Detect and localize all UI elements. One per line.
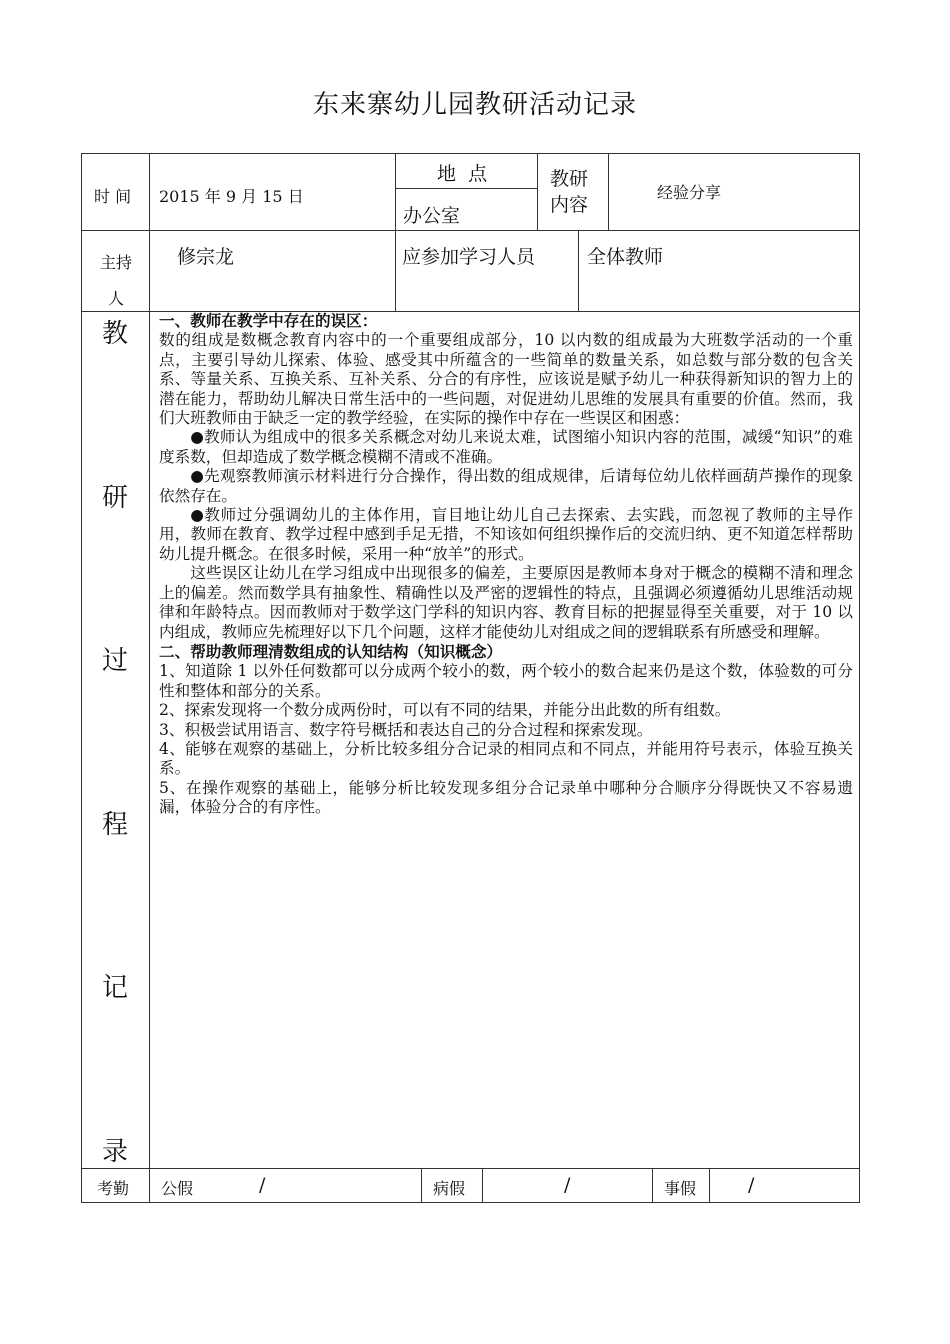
col-divider-personal-value <box>709 1168 710 1203</box>
host-value: 修宗龙 <box>177 246 235 268</box>
paragraph-analysis: 这些误区让幼儿在学习组成中出现很多的偏差，主要原因是教师本身对于概念的模糊不清和理念上的偏差。然而数学具有抽象性、精确性以及严密的逻辑性的特点，且强调必须遵循幼儿思维活动规律和年龄特点。因而教师对于数学这门学科的知识内容、教育目标的把握显得至关重要，对于 10 以内组成，教师应先梳理好以下几个问题，这样才能使幼儿对组成之间的逻辑联系有所感受和理解。 <box>159 564 853 641</box>
record-label-char: 教 <box>101 319 128 349</box>
official-leave-value: / <box>259 1174 266 1196</box>
table-border-top <box>81 153 860 154</box>
record-label-char: 程 <box>101 809 128 840</box>
section-heading-1: 一、教师在教学中存在的误区： <box>159 311 378 330</box>
official-leave-label: 公假 <box>161 1179 194 1198</box>
place-value: 办公室 <box>403 205 461 227</box>
section-heading-2: 二、帮助教师理清数组成的认知结构（知识概念） <box>159 641 503 661</box>
attend-label: 应参加学习人员 <box>402 246 536 268</box>
attendance-label: 考勤 <box>97 1179 130 1198</box>
sick-leave-label: 病假 <box>433 1179 466 1198</box>
col-divider-content <box>537 153 538 230</box>
record-label-char: 记 <box>101 973 128 1004</box>
personal-leave-value: / <box>748 1174 755 1196</box>
record-label <box>81 313 149 1168</box>
numbered-item-2: 2、探索发现将一个数分成两份时，可以有不同的结果，并能分出此数的所有组数。 <box>159 701 731 720</box>
record-label-char: 研 <box>101 482 128 513</box>
row-divider-1 <box>81 230 860 231</box>
numbered-item-5: 5、在操作观察的基础上，能够分析比较发现多组分合记录单中哪种分合顺序分得既快又不容易遗漏，体验分合的有序性。 <box>159 778 853 817</box>
paragraph-intro: 数的组成是数概念教育内容中的一个重要组成部分，10 以内数的组成最为大班数学活动的一个重点，主要引导幼儿探索、体验、感受其中所蕴含的一些简单的数量关系，如总数与部分数的包含关系、等量关系、互换关系、互补关系、分合的有序性，应该说是赋予幼儿一种获得新知识的智力上的潜在能力，帮助幼儿解决日常生活中的一些问题，对促进幼儿思维的发展具有重要的价值。然而，我们大班教师由于缺乏一定的教学经验，在实际的操作中存在一些误区和困惑： <box>159 331 853 428</box>
col-divider-personal <box>652 1168 653 1203</box>
record-table <box>81 153 860 1203</box>
host-label: 主持人 <box>99 253 132 308</box>
personal-leave-label: 事假 <box>664 1179 697 1198</box>
label-column-divider <box>149 153 150 1203</box>
numbered-item-4: 4、能够在观察的基础上，分析比较多组分合记录的相同点和不同点，并能用符号表示，体验互换关系。 <box>159 739 853 778</box>
record-content <box>159 311 853 818</box>
page-title: 东来寨幼儿园教研活动记录 <box>312 90 637 120</box>
table-border-right <box>859 153 860 1203</box>
bullet-item-1: ●教师认为组成中的很多关系概念对幼儿来说太难，试图缩小知识内容的范围，减缓“知识”的难度系数，但却造成了数学概念模糊不清或不准确。 <box>159 428 853 466</box>
place-label: 地 点 <box>437 163 488 185</box>
record-label-char: 录 <box>101 1136 128 1167</box>
col-divider-attend <box>578 230 579 311</box>
bullet-item-3: ●教师过分强调幼儿的主体作用，盲目地让幼儿自己去探索、去实践，而忽视了教师的主导作用，教师在教育、教学过程中感到手足无措，不知该如何组织操作后的交流归纳、更不知道怎样帮助幼儿提升概念。在很多时候，采用一种“放羊”的形式。 <box>159 506 853 563</box>
table-border-bottom <box>81 1202 860 1203</box>
col-divider-sick-value <box>482 1168 483 1203</box>
content-label: 教研内容 <box>550 168 589 216</box>
numbered-item-3: 3、积极尝试用语言、数字符号概括和表达自己的分合过程和探索发现。 <box>159 720 653 739</box>
bullet-item-2: ●先观察教师演示材料进行分合操作，得出数的组成规律，后请每位幼儿依样画葫芦操作的现象依然存在。 <box>159 467 853 505</box>
content-value: 经验分享 <box>657 183 722 202</box>
attend-value: 全体教师 <box>587 246 664 268</box>
sick-leave-value: / <box>564 1174 571 1196</box>
time-label: 时 间 <box>94 187 132 206</box>
record-label-char: 过 <box>101 646 128 677</box>
place-divider <box>395 188 537 189</box>
numbered-item-1: 1、知道除 1 以外任何数都可以分成两个较小的数，两个较小的数合起来仍是这个数，体验数的可分性和整体和部分的关系。 <box>159 662 853 700</box>
row-divider-3 <box>81 1168 860 1169</box>
col-divider-sick <box>421 1168 422 1203</box>
time-value: 2015 年 9 月 15 日 <box>159 187 304 206</box>
col-divider-place <box>395 153 396 311</box>
col-divider-content-value <box>608 153 609 230</box>
